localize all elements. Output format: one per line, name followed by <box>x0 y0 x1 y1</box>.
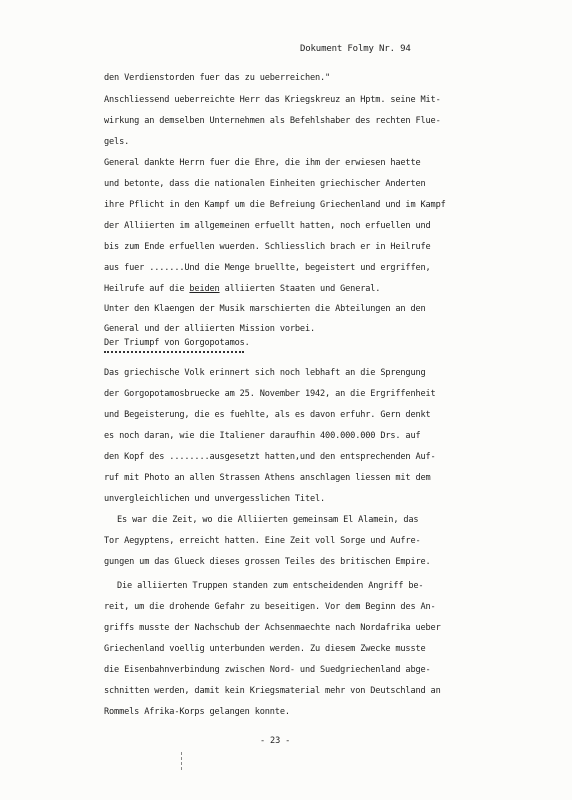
text-line: und Begeisterung, die es fuehlte, als es davon erfuhr. Gern denkt <box>104 410 431 420</box>
text-line <box>104 284 380 294</box>
text-line: Es war die Zeit, wo die Alliierten gemeinsam El Alamein, das <box>117 515 419 525</box>
underlined-word: beiden <box>189 284 220 294</box>
text-line: den Verdienstorden fuer das zu ueberreichen." <box>104 73 331 83</box>
text-line: General dankte Herrn fuer die Ehre, die ihm der erwiesen haette <box>104 158 421 168</box>
text-line: griffs musste der Nachschub der Achsenmaechte nach Nordafrika ueber <box>104 623 441 633</box>
text-line: Tor Aegyptens, erreicht hatten. Eine Zeit voll Sorge und Aufre- <box>104 536 421 546</box>
text-line: Unter den Klaengen der Musik marschierten die Abteilungen an den <box>104 304 426 314</box>
text-line: gungen um das Glueck dieses grossen Teiles des britischen Empire. <box>104 557 431 567</box>
text-line: bis zum Ende erfuellen wuerden. Schliesslich brach er in Heilrufe <box>104 242 431 252</box>
text-line: unvergleichlichen und unvergesslichen Titel. <box>104 494 326 504</box>
text-segment: Heilrufe auf die <box>104 284 190 294</box>
text-line: Das griechische Volk erinnert sich noch lebhaft an die Sprengung <box>104 368 426 378</box>
text-line: aus fuer .......Und die Menge bruellte, begeistert und ergriffen, <box>104 263 431 273</box>
text-line: schnitten werden, damit kein Kriegsmaterial mehr von Deutschland an <box>104 686 441 696</box>
text-line: der Alliierten im allgemeinen erfuellt hatten, noch erfuellen und <box>104 221 431 231</box>
text-line: Die alliierten Truppen standen zum entscheidenden Angriff be- <box>117 581 424 591</box>
text-line: und betonte, dass die nationalen Einheiten griechischer Anderten <box>104 179 426 189</box>
text-line: es noch daran, wie die Italiener daraufhin 400.000.000 Drs. auf <box>104 431 421 441</box>
text-line: gels. <box>104 137 130 147</box>
text-line: Anschliessend ueberreichte Herr das Kriegskreuz an Hptm. seine Mit- <box>104 95 441 105</box>
text-line: ruf mit Photo an allen Strassen Athens anschlagen liessen mit dem <box>104 473 431 483</box>
text-line: den Kopf des ........ausgesetzt hatten,und den entsprechenden Auf- <box>104 452 436 462</box>
binder-mark <box>181 752 183 770</box>
heading-underline <box>104 351 244 353</box>
text-line: ihre Pflicht in den Kampf um die Befreiung Griechenland und im Kampf <box>104 200 446 210</box>
text-line: wirkung an demselben Unternehmen als Befehlshaber des rechten Flue- <box>104 116 441 126</box>
text-segment: alliierten Staaten und General. <box>219 284 381 294</box>
section-heading: Der Triumpf von Gorgopotamos. <box>104 338 250 348</box>
text-line: General und der alliierten Mission vorbei. <box>104 324 316 334</box>
text-line: der Gorgopotamosbruecke am 25. November 1942, an die Ergriffenheit <box>104 389 436 399</box>
document-reference: Dokument Folmy Nr. 94 <box>300 44 411 54</box>
text-line: die Eisenbahnverbindung zwischen Nord- und Suedgriechenland abge- <box>104 665 431 675</box>
page-number: - 23 - <box>260 736 291 746</box>
text-line: Rommels Afrika-Korps gelangen konnte. <box>104 707 290 717</box>
text-line: Griechenland voellig unterbunden werden. Zu diesem Zwecke musste <box>104 644 426 654</box>
text-line: reit, um die drohende Gefahr zu beseitigen. Vor dem Beginn des An- <box>104 602 436 612</box>
